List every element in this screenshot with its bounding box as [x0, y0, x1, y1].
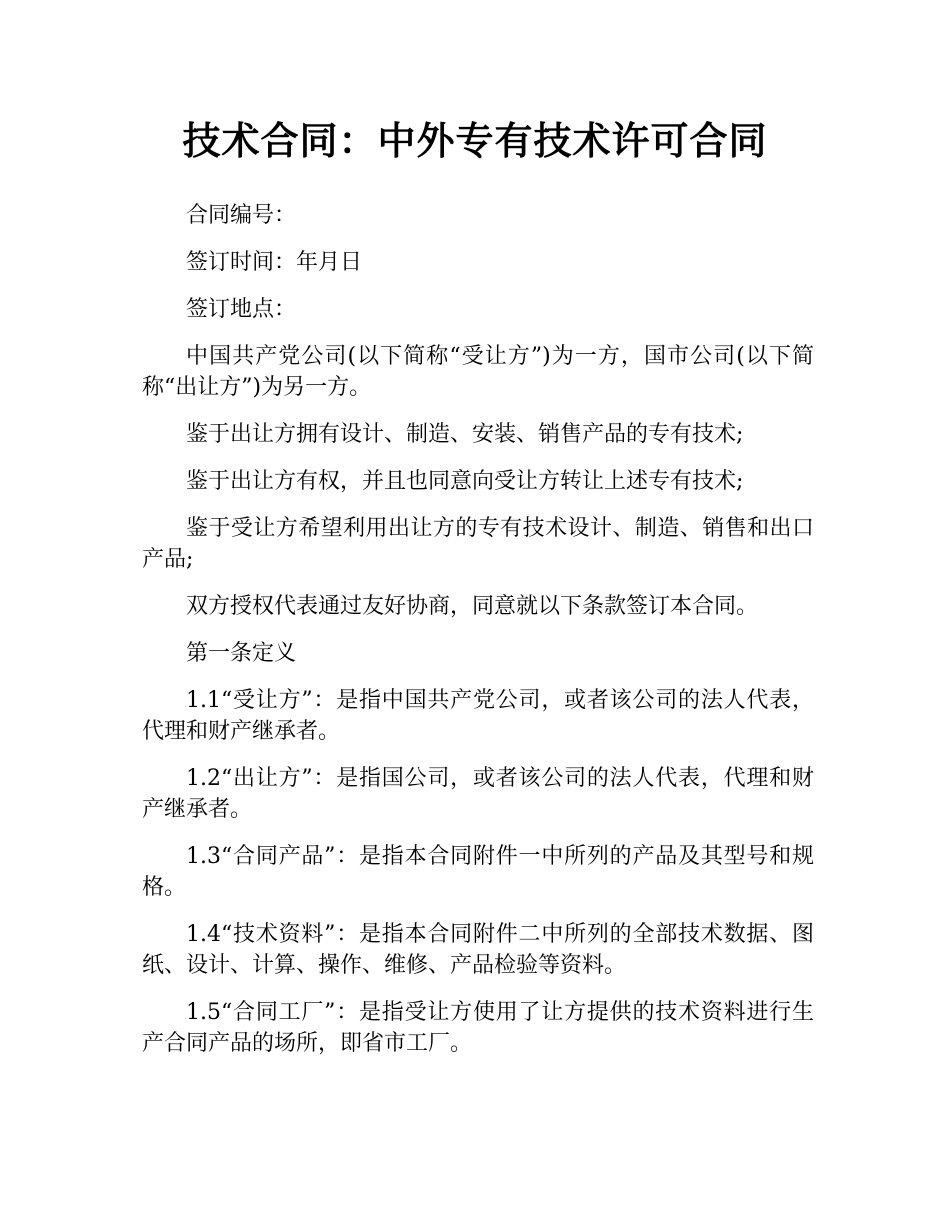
- document-body: [142, 200, 814, 1075]
- agreement-paragraph: 双方授权代表通过友好协商，同意就以下条款签订本合同。: [186, 594, 759, 619]
- recital-paragraph: 鉴于出让方拥有设计、制造、安装、销售产品的专有技术;: [186, 422, 744, 447]
- recital-paragraph: 鉴于受让方希望利用出让方的专有技术设计、制造、销售和出口产品;: [142, 516, 814, 572]
- article-heading: 第一条定义: [186, 641, 297, 666]
- definition-paragraph: 1.4“技术资料”：是指本合同附件二中所列的全部技术数据、图纸、设计、计算、操作、维修、产品检验等资料。: [142, 922, 814, 978]
- signing-time-line: 签订时间：年月日: [186, 250, 363, 275]
- definition-paragraph: 1.1“受让方”：是指中国共产党公司，或者该公司的法人代表，代理和财产继承者。: [142, 688, 814, 744]
- parties-paragraph: 中国共产党公司(以下简称“受让方”)为一方，国市公司(以下简称“出让方”)为另一方。: [142, 344, 814, 400]
- recital-paragraph: 鉴于出让方有权，并且也同意向受让方转让上述专有技术;: [186, 469, 744, 494]
- definition-paragraph: 1.2“出让方”：是指国公司，或者该公司的法人代表，代理和财产继承者。: [142, 766, 814, 822]
- document-title: 技术合同：中外专有技术许可合同: [182, 119, 768, 163]
- definition-paragraph: 1.3“合同产品”：是指本合同附件一中所列的产品及其型号和规格。: [142, 844, 814, 900]
- definition-paragraph: 1.5“合同工厂”：是指受让方使用了让方提供的技术资料进行生产合同产品的场所，即省市工厂。: [142, 1000, 814, 1056]
- contract-number-line: 合同编号：: [186, 203, 297, 228]
- signing-place-line: 签订地点：: [186, 297, 297, 322]
